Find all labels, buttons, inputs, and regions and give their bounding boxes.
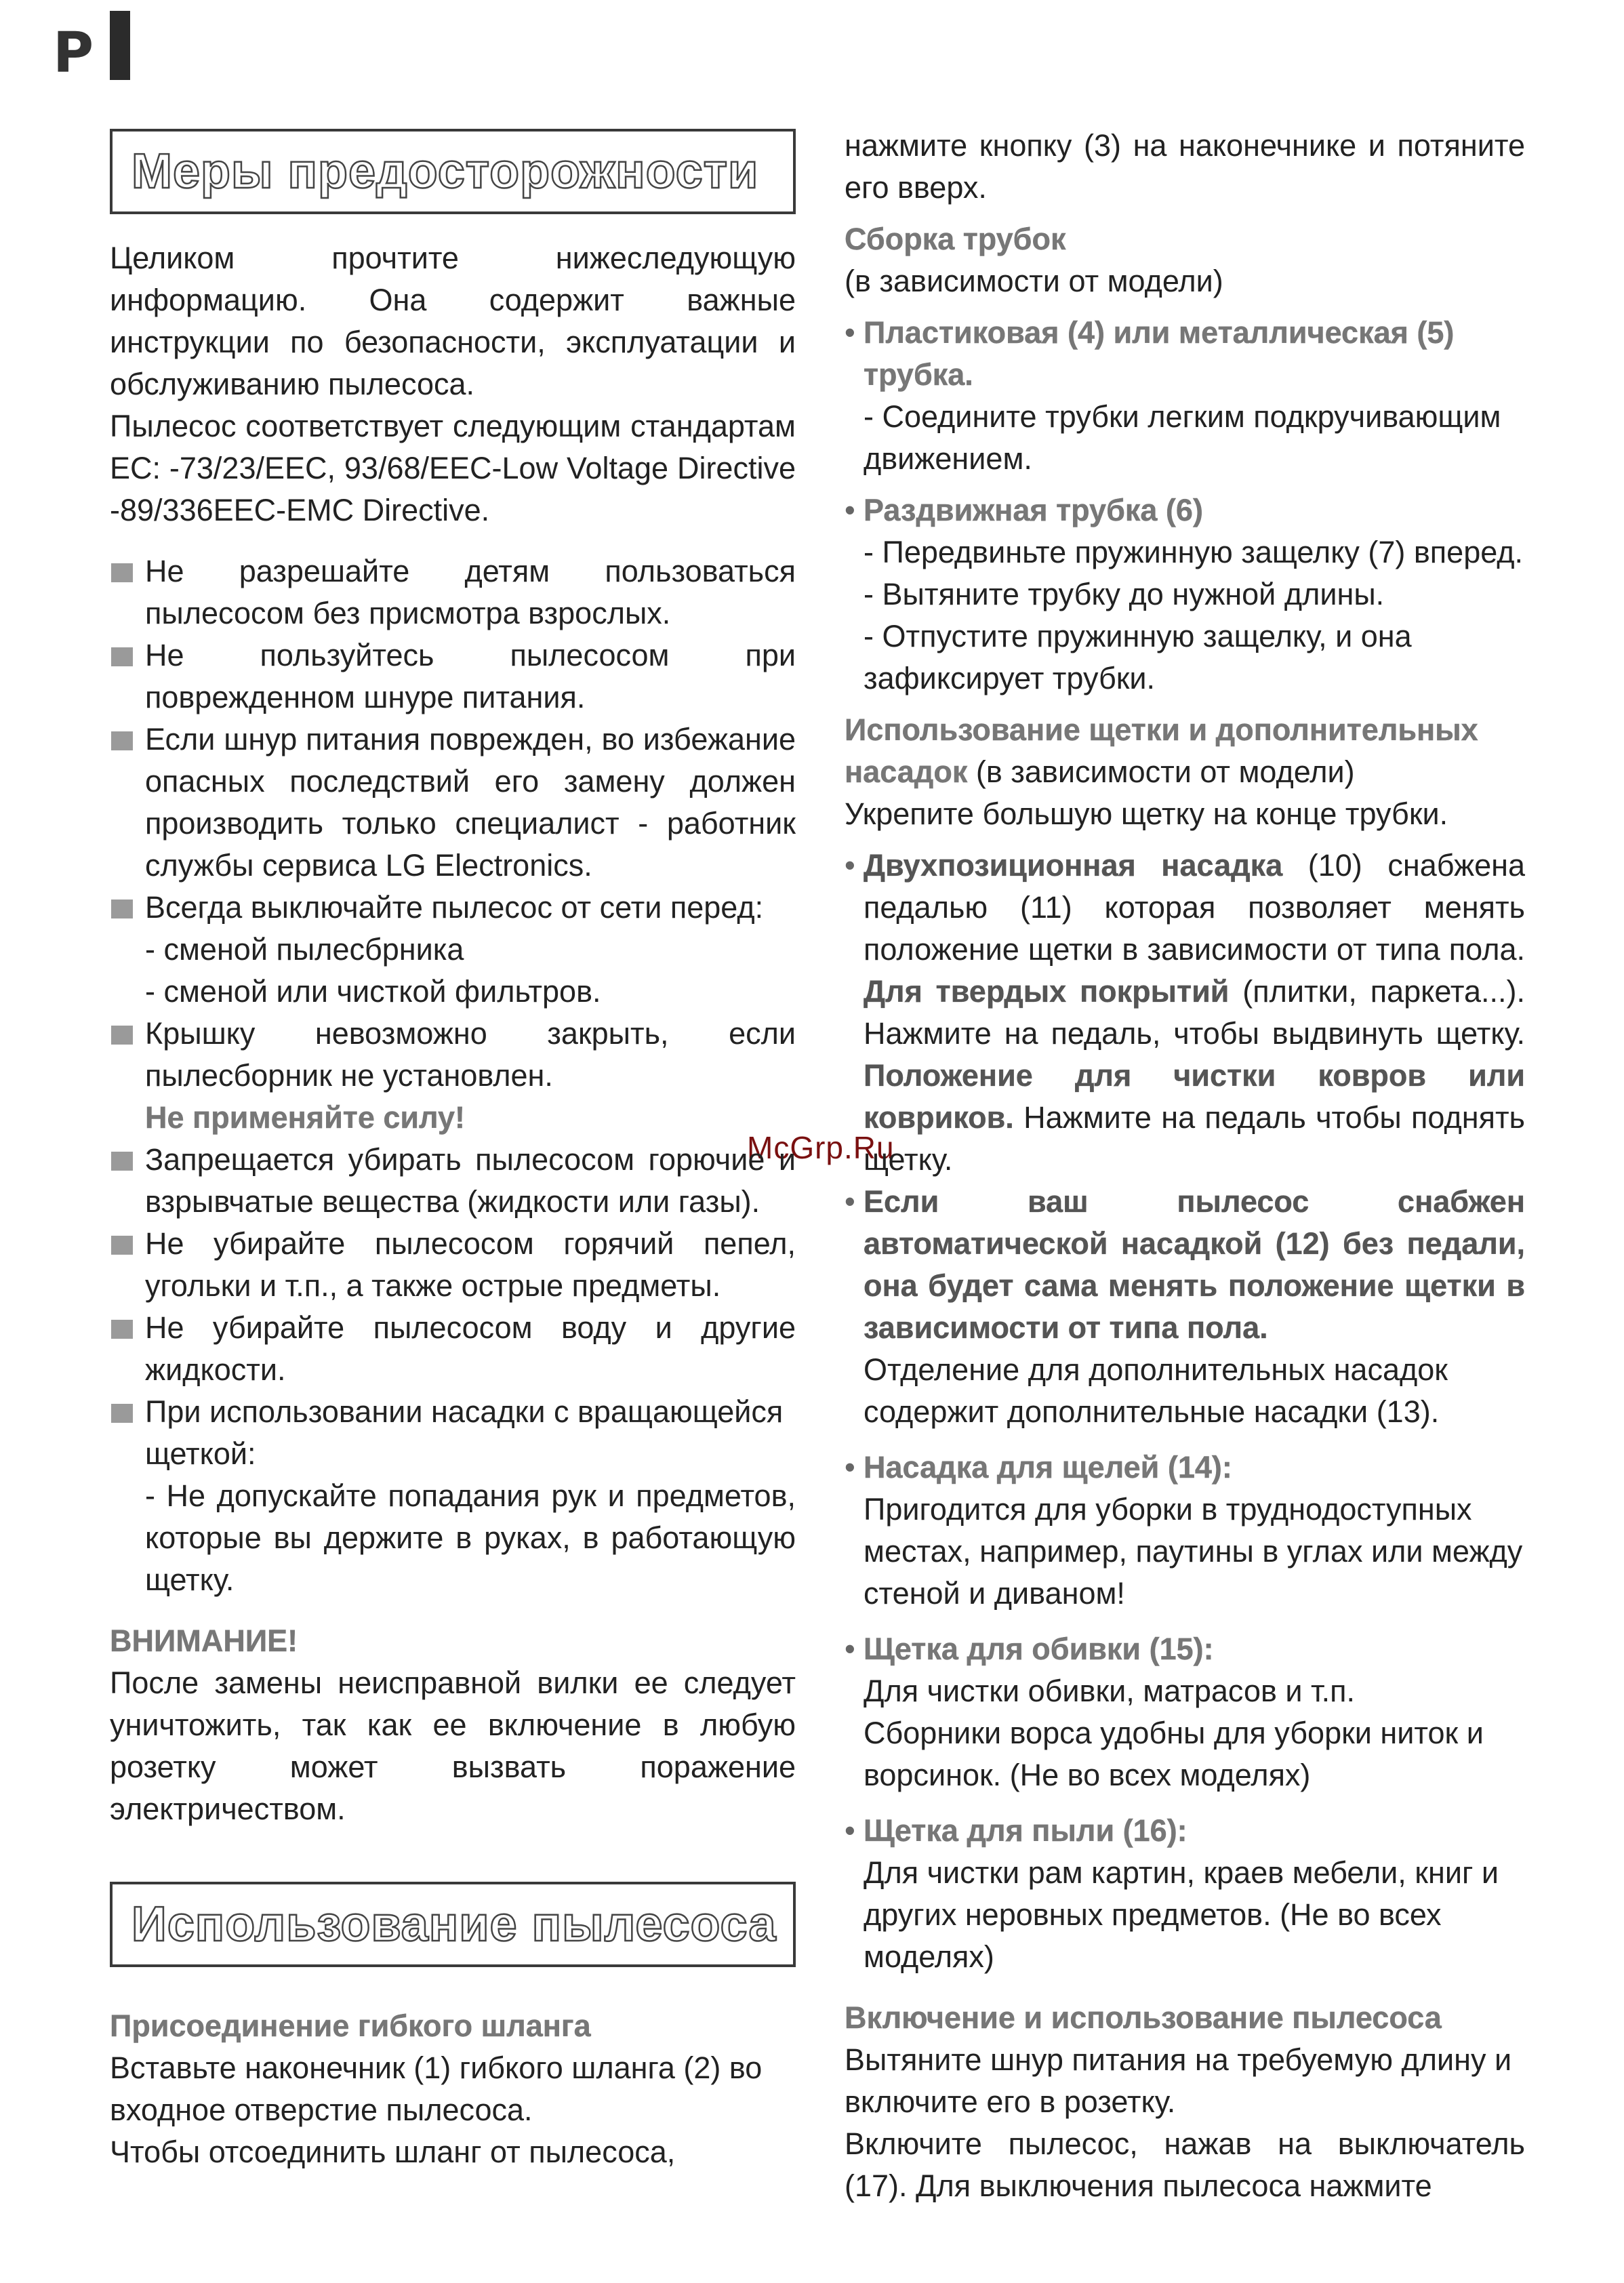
attachment-item-upholstery xyxy=(845,1628,1525,1796)
attachment-item-dual-nozzle xyxy=(845,845,1525,1181)
section-heading-precautions xyxy=(110,129,796,214)
tube-item-step: - Отпустите пружинную защелку, и она зафиксирует трубки. xyxy=(864,619,1412,695)
tube-item-step: - Вытяните трубку до нужной длины. xyxy=(864,577,1385,611)
tube-item-step: - Передвиньте пружинную защелку (7) вперед. xyxy=(864,535,1524,569)
section-heading-usage xyxy=(110,1882,796,1967)
attachment-item-auto-nozzle xyxy=(845,1181,1525,1433)
attachment-title: Двухпозиционная насадка xyxy=(864,848,1283,883)
warning-item xyxy=(110,1013,796,1139)
brush-text: Укрепите большую щетку на конце трубки. xyxy=(845,796,1448,831)
attachment-item-crevice xyxy=(845,1447,1525,1615)
warning-item: Не убирайте пылесосом воду и другие жидкости. xyxy=(110,1307,796,1391)
warning-item: Запрещается убирать пылесосом горючие и взрывчатые вещества (жидкости или газы). xyxy=(110,1139,796,1223)
tube-item xyxy=(845,489,1525,700)
section-heading-text: Использование пылесоса xyxy=(131,1897,777,1952)
tube-item-step: - Соедините трубки легким подкручивающим движением. xyxy=(864,399,1501,476)
section-heading-text: Меры предосторожности xyxy=(131,144,759,199)
hose-text: Чтобы отсоединить шланг от пылесоса, xyxy=(110,2135,676,2169)
warning-item: Если шнур питания поврежден, во избежание опасных последствий его замену должен производить только специалист - работник службы сервиса LG Electronics. xyxy=(110,719,796,887)
hose-title: Присоединение гибкого шланга xyxy=(110,2008,591,2043)
brush-note: (в зависимости от модели) xyxy=(967,754,1355,789)
tubes-list xyxy=(845,312,1525,700)
attachment-emphasis: Положение для чистки ковров или ковриков. xyxy=(864,1058,1525,1135)
standards-paragraph: Пылесос соответствует следующим стандартам ЕС: -73/23/ЕЕС, 93/68/ЕЕС-Low Voltage Directive -89/336ЕЕС-ЕМС Directive. xyxy=(110,409,796,527)
tube-item-title: • Пластиковая (4) или металлическая (5) трубка. xyxy=(864,315,1455,392)
warning-item xyxy=(110,1391,796,1601)
brush-title: Использование щетки и дополнительных насадок xyxy=(845,712,1478,789)
attention-text: После замены неисправной вилки ее следует уничтожить, так как ее включение в любую розетку может вызвать поражение электричеством. xyxy=(110,1665,796,1826)
power-text: Вытяните шнур питания на требуемую длину и включите его в розетку. xyxy=(845,2042,1512,2119)
warning-emphasis: Не применяйте силу! xyxy=(145,1100,466,1135)
warning-subitem: - Не допускайте попадания рук и предметов, которые вы держите в руках, в работающую щетку. xyxy=(145,1478,796,1597)
attachment-text: Сборники ворса удобны для уборки ниток и ворсинок. (Не во всех моделях) xyxy=(864,1716,1484,1792)
warning-subitem: - сменой пылесбрника xyxy=(145,932,464,967)
right-column xyxy=(845,0,1525,2207)
watermark: McGrp.Ru xyxy=(747,1130,895,1165)
tubes-note: (в зависимости от модели) xyxy=(845,264,1223,298)
warning-item: Не убирайте пылесосом горячий пепел, угольки и т.п., а также острые предметы. xyxy=(110,1223,796,1307)
attachment-text: Отделение для дополнительных насадок содержит дополнительные насадки (13). xyxy=(864,1352,1448,1429)
attachment-text: Для чистки обивки, матрасов и т.п. xyxy=(864,1674,1356,1708)
attachments-list xyxy=(845,845,1525,1978)
attachment-text: Для чистки рам картин, краев мебели, книг и других неровных предметов. (Не во всех моделях) xyxy=(864,1855,1499,1974)
attention-title: ВНИМАНИЕ! xyxy=(110,1623,298,1658)
attachment-text: (плитки, паркета...). Нажмите на педаль, чтобы выдвинуть щетку. xyxy=(864,974,1525,1051)
attachment-text: Пригодится для уборки в труднодоступных местах, например, паутины в углах или между стеной и диваном! xyxy=(864,1492,1523,1611)
attachment-item-dust-brush xyxy=(845,1810,1525,1978)
power-title: Включение и использование пылесоса xyxy=(845,2000,1442,2035)
attachment-title: • Насадка для щелей (14): xyxy=(864,1450,1232,1484)
attachment-text: (10) снабжена педалью (11) которая позволяет менять положение щетки в зависимости от типа пола. xyxy=(864,848,1525,967)
warning-text: Всегда выключайте пылесос от сети перед: xyxy=(145,890,764,925)
power-text: Включите пылесос, нажав на выключатель (17). Для выключения пылесоса нажмите xyxy=(845,2126,1525,2203)
page-language-marker: P xyxy=(53,21,94,85)
warning-item: Не разрешайте детям пользоваться пылесосом без присмотра взрослых. xyxy=(110,550,796,634)
hose-text: Вставьте наконечник (1) гибкого шланга (2) во входное отверстие пылесоса. xyxy=(110,2050,763,2127)
attachment-title: • Если ваш пылесос снабжен автоматической насадкой (12) без педали, она будет сама менять положение щетки в зависимости от типа пола. xyxy=(864,1184,1525,1345)
intro-paragraph: Целиком прочтите нижеследующую информацию. Она содержит важные инструкции по безопасности, эксплуатации и обслуживанию пылесоса. xyxy=(110,241,796,401)
warning-subitem: - сменой или чисткой фильтров. xyxy=(145,974,601,1009)
attachment-emphasis: Для твердых покрытий xyxy=(864,974,1230,1009)
tubes-title: Сборка трубок xyxy=(845,222,1066,256)
tube-item xyxy=(845,312,1525,480)
warning-text: Крышку невозможно закрыть, если пылесборник не установлен. xyxy=(145,1016,796,1093)
tube-item-title: • Раздвижная трубка (6) xyxy=(864,493,1203,527)
brush-header xyxy=(845,709,1525,793)
safety-warnings-list xyxy=(110,550,796,1601)
left-column xyxy=(110,0,796,2173)
attachment-text: Нажмите на педаль чтобы поднять щетку. xyxy=(864,1100,1525,1177)
hose-continued-text: нажмите кнопку (3) на наконечнике и потяните его вверх. xyxy=(845,128,1525,205)
warning-item: Не пользуйтесь пылесосом при поврежденном шнуре питания. xyxy=(110,634,796,719)
warning-item xyxy=(110,887,796,1013)
attachment-title: • Щетка для обивки (15): xyxy=(864,1632,1214,1666)
warning-text: При использовании насадки с вращающейся щеткой: xyxy=(145,1394,784,1471)
attachment-title: • Щетка для пыли (16): xyxy=(864,1813,1187,1848)
